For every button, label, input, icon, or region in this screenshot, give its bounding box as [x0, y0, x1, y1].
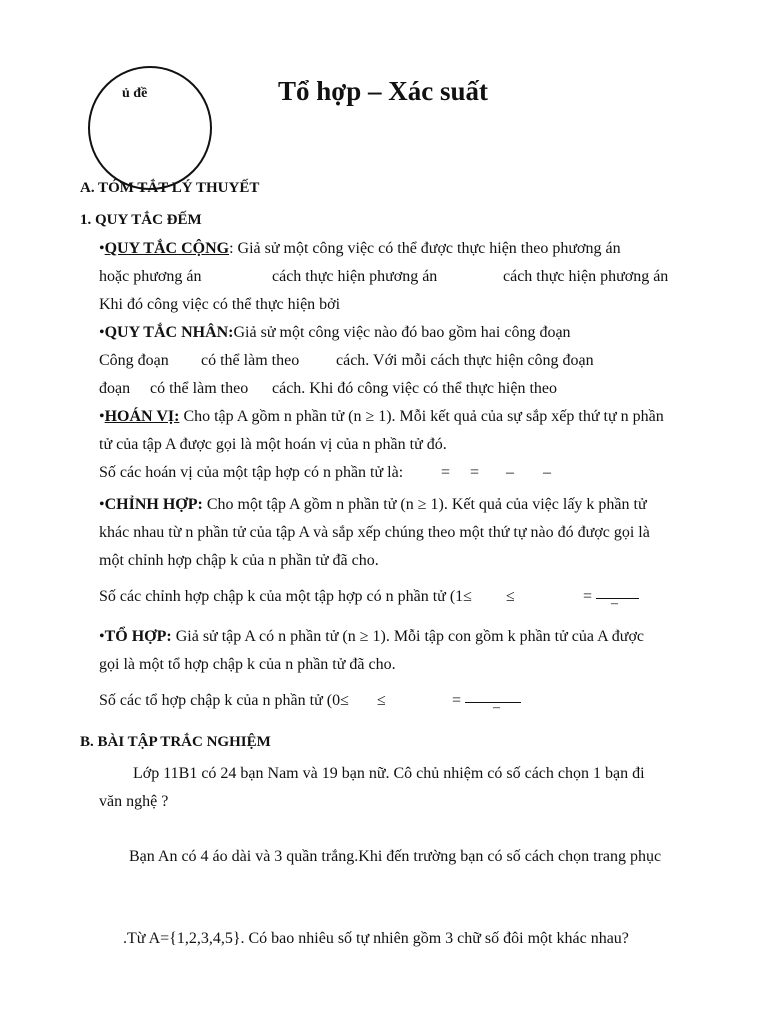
arr-eq-sign: =: [583, 588, 593, 605]
perm-line3: Số các hoán vị của một tập hợp có n phần tử là:: [99, 464, 404, 481]
mul-rule-line3b: có thể làm theo: [150, 380, 249, 397]
add-rule-line2a: hoặc phương án: [99, 268, 202, 285]
arr-line2: khác nhau từ n phần tử của tập A và sắp xếp chúng theo một thứ tự nào đó được gọi là: [99, 524, 650, 541]
comb-line1: [99, 628, 644, 646]
arr-line3: một chỉnh hợp chập k của n phần tử đã cho.: [99, 552, 379, 569]
exercise-1-line2: văn nghệ ?: [99, 793, 169, 810]
arr-count-line: Số các chỉnh hợp chập k của một tập hợp có n phần tử (1≤: [99, 588, 472, 605]
mul-rule-term: QUY TẮC NHÂN:: [104, 324, 234, 341]
perm-op: –: [506, 464, 514, 481]
arr-term: CHỈNH HỢP:: [104, 496, 203, 513]
fraction-minus: –: [611, 596, 618, 611]
fraction-minus: –: [493, 700, 500, 715]
perm-term: HOÁN VỊ:: [104, 408, 180, 425]
mul-rule-line2a: Công đoạn: [99, 352, 169, 369]
bullet: •: [99, 240, 105, 257]
perm-line2: tử của tập A được gọi là một hoán vị của n phần tử đó.: [99, 436, 447, 453]
comb-eq-sign: =: [452, 692, 462, 709]
mul-rule-text: Giả sử một công việc nào đó bao gồm hai công đoạn: [233, 324, 571, 341]
perm-op: –: [543, 464, 551, 481]
bullet: •: [99, 496, 105, 513]
add-rule-text: : Giả sử một công việc có thể được thực hiện theo phương án: [229, 240, 621, 257]
comb-text: Giả sử tập A có n phần tử (n ≥ 1). Mỗi tập con gồm k phần tử của A được: [171, 628, 645, 645]
add-rule-line3: Khi đó công việc có thể thực hiện bởi: [99, 296, 341, 313]
comb-line2: gọi là một tổ hợp chập k của n phần tử đã cho.: [99, 656, 396, 673]
arr-line1: [99, 496, 647, 514]
perm-op: =: [470, 464, 480, 481]
exercise-3: .Từ A={1,2,3,4,5}. Có bao nhiêu số tự nhiên gồm 3 chữ số đôi một khác nhau?: [123, 930, 629, 947]
exercise-2: Bạn An có 4 áo dài và 3 quần trắng.Khi đến trường bạn có số cách chọn trang phục: [129, 848, 662, 865]
mul-rule-line3c: cách. Khi đó công việc có thể thực hiện theo: [272, 380, 558, 397]
add-rule-line2c: cách thực hiện phương án: [503, 268, 669, 285]
mul-rule-line2b: có thể làm theo: [201, 352, 300, 369]
arr-le-sign: ≤: [506, 588, 515, 605]
perm-text: Cho tập A gồm n phần tử (n ≥ 1). Mỗi kết quả của sự sắp xếp thứ tự n phần: [179, 408, 664, 425]
topic-circle: [88, 66, 212, 190]
section-b-heading: B. BÀI TẬP TRẮC NGHIỆM: [80, 734, 271, 750]
comb-term: TỔ HỢP:: [104, 628, 172, 645]
counting-rules-heading: 1. QUY TẮC ĐẾM: [80, 212, 202, 228]
exercise-1-line1: Lớp 11B1 có 24 bạn Nam và 19 bạn nữ. Cô chủ nhiệm có số cách chọn 1 bạn đi: [133, 765, 645, 782]
bullet: •: [99, 408, 105, 425]
topic-circle-label: ủ đề: [122, 86, 148, 101]
mul-rule-line1: [99, 324, 571, 342]
arr-text: Cho một tập A gồm n phần tử (n ≥ 1). Kết quả của việc lấy k phần tử: [202, 496, 647, 513]
section-a-heading: A. TÓM TẮT LÝ THUYẾT: [80, 180, 260, 196]
bullet: •: [99, 324, 105, 341]
bullet: •: [99, 628, 105, 645]
perm-line1: [99, 408, 664, 426]
page-title: Tổ hợp – Xác suất: [278, 76, 488, 106]
comb-le-sign: ≤: [377, 692, 386, 709]
mul-rule-line2c: cách. Với mỗi cách thực hiện công đoạn: [336, 352, 594, 369]
comb-count-line: Số các tổ hợp chập k của n phần tử (0≤: [99, 692, 349, 709]
perm-op: =: [441, 464, 451, 481]
mul-rule-line3a: đoạn: [99, 380, 131, 397]
add-rule-line2b: cách thực hiện phương án: [272, 268, 438, 285]
add-rule-term: QUY TẮC CỘNG: [104, 240, 230, 257]
add-rule-line1: [99, 240, 621, 258]
